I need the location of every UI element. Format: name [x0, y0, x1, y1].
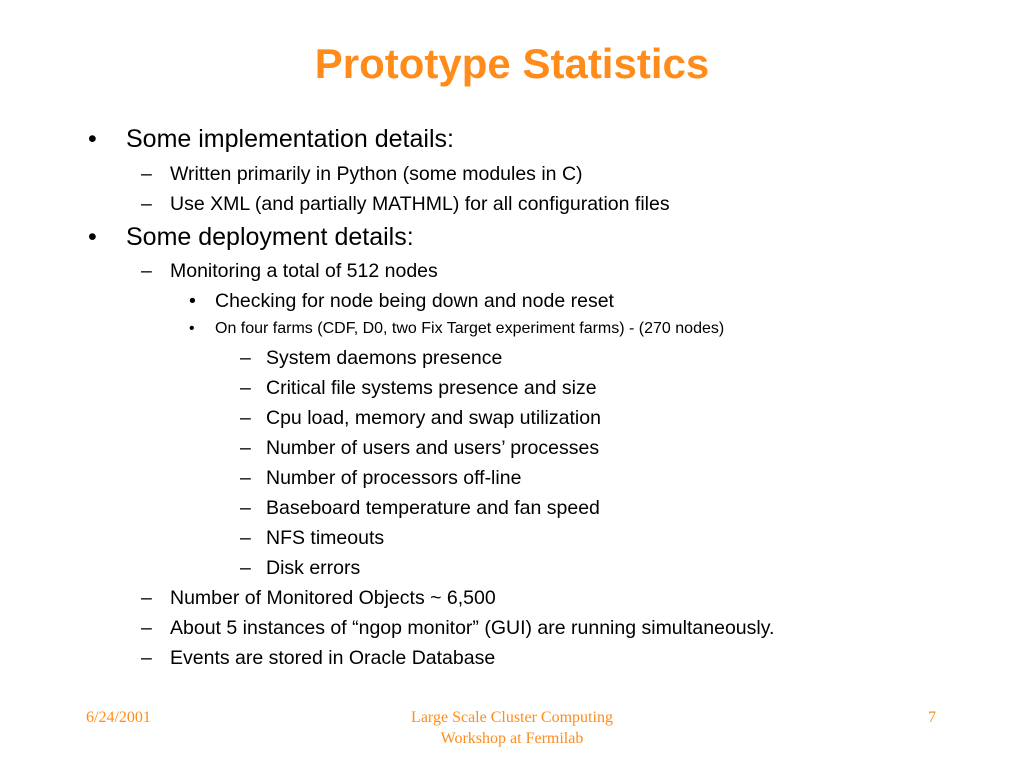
dash-marker: –	[240, 527, 251, 549]
footer-event	[312, 707, 712, 749]
bullet-text: Checking for node being down and node reset	[215, 290, 614, 312]
bullet-text: Some deployment details:	[126, 223, 414, 251]
footer-date: 6/24/2001	[86, 709, 151, 726]
bullet-text: On four farms (CDF, D0, two Fix Target experiment farms) - (270 nodes)	[215, 320, 725, 337]
bullet-text: Baseboard temperature and fan speed	[266, 497, 600, 519]
footer-event-line2: Workshop at Fermilab	[440, 730, 584, 747]
bullet-text: About 5 instances of “ngop monitor” (GUI) are running simultaneously.	[170, 617, 775, 639]
dash-marker: –	[240, 347, 251, 369]
dash-marker: –	[141, 587, 152, 609]
dash-marker: –	[141, 193, 152, 215]
bullet-text: Number of Monitored Objects ~ 6,500	[170, 587, 496, 609]
bullet-text: Use XML (and partially MATHML) for all configuration files	[170, 193, 670, 215]
bullet-text: Written primarily in Python (some modules in C)	[170, 163, 583, 185]
dash-marker: –	[141, 647, 152, 669]
bullet-text: Number of processors off-line	[266, 467, 522, 489]
bullet-text: System daemons presence	[266, 347, 503, 369]
slide-number: 7	[928, 709, 936, 726]
dash-marker: –	[240, 377, 251, 399]
bullet-text: Monitoring a total of 512 nodes	[170, 260, 438, 282]
bullet-text: Critical file systems presence and size	[266, 377, 597, 399]
bullet-text: Events are stored in Oracle Database	[170, 647, 496, 669]
bullet-text: Number of users and users’ processes	[266, 437, 600, 459]
dash-marker: –	[141, 260, 152, 282]
slide-title: Prototype Statistics	[314, 40, 710, 87]
dash-marker: –	[240, 557, 251, 579]
dash-marker: –	[240, 497, 251, 519]
footer-event-line1: Large Scale Cluster Computing	[411, 709, 613, 726]
bullet-text: Cpu load, memory and swap utilization	[266, 407, 601, 429]
bullet-text: NFS timeouts	[266, 527, 385, 549]
bullet-marker: •	[189, 320, 195, 337]
bullet-marker: •	[88, 223, 97, 251]
bullet-text: Some implementation details:	[126, 125, 454, 153]
dash-marker: –	[141, 617, 152, 639]
bullet-marker: •	[189, 290, 196, 312]
dash-marker: –	[141, 163, 152, 185]
dash-marker: –	[240, 467, 251, 489]
bullet-text: Disk errors	[266, 557, 361, 579]
bullet-marker: •	[88, 125, 97, 153]
dash-marker: –	[240, 437, 251, 459]
dash-marker: –	[240, 407, 251, 429]
